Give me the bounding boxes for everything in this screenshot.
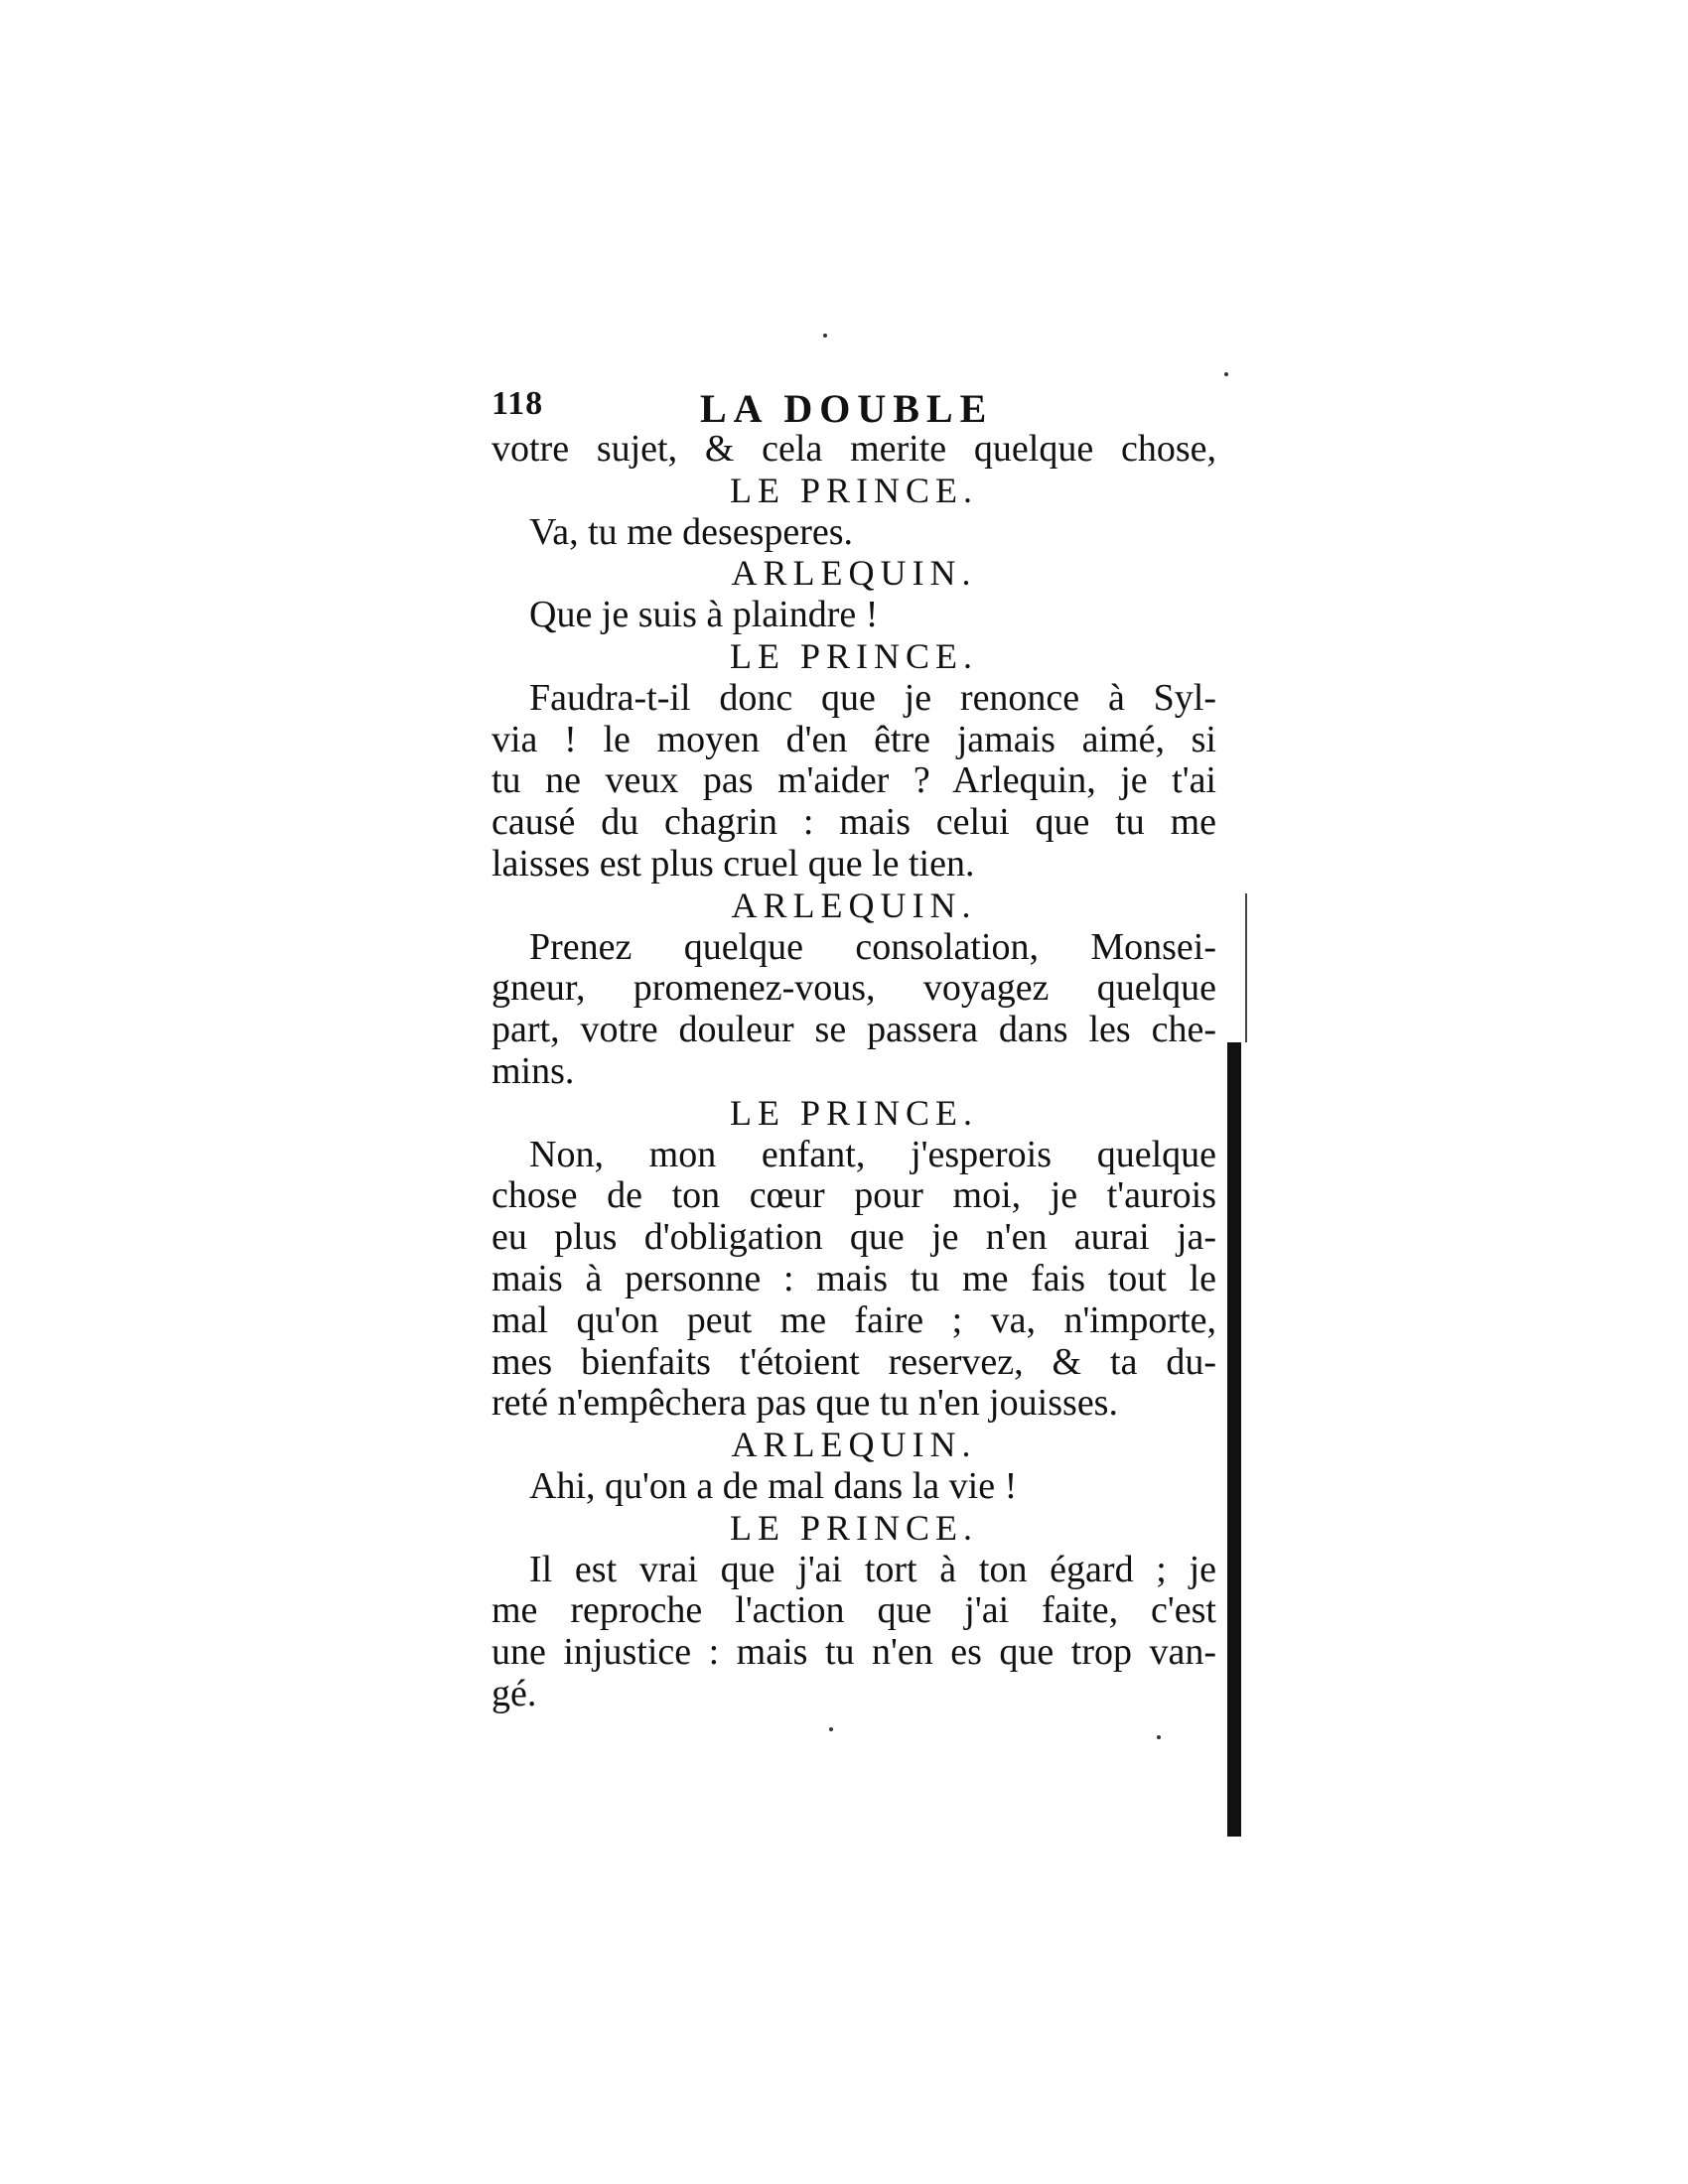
speaker-name: LE PRINCE. — [729, 1092, 978, 1133]
page-number: 118 — [492, 385, 544, 422]
speaker-name: ARLEQUIN. — [731, 553, 977, 594]
dialogue-line: laisses est plus cruel que le tien. — [492, 842, 975, 885]
dialogue-line: Que je suis à plaindre ! — [529, 594, 879, 636]
binding-edge-shadow — [1227, 1042, 1241, 1837]
dialogue-line: mes bienfaits t'étoient reservez, & ta du- — [492, 1340, 1216, 1383]
dialogue-line: Prenez quelque consolation, Monsei- — [529, 925, 1216, 968]
speech — [492, 553, 1216, 636]
speaker-name: LE PRINCE. — [729, 635, 978, 676]
dialogue-line: Il est vrai que j'ai tort à ton égard ; je — [529, 1548, 1216, 1590]
speech — [492, 1093, 1216, 1425]
dialogue — [492, 471, 1216, 1715]
page-header — [492, 385, 1216, 429]
speaker-name: LE PRINCE. — [729, 1507, 978, 1548]
dialogue-line: part, votre douleur se passera dans les che- — [492, 1009, 1216, 1051]
dialogue-line: Non, mon enfant, j'esperois quelque — [529, 1133, 1216, 1175]
dialogue-line: tu ne veux pas m'aider ? Arlequin, je t'ai — [492, 759, 1216, 802]
speaker-name: ARLEQUIN. — [731, 885, 977, 925]
speech — [492, 1425, 1216, 1508]
ink-speck — [829, 1727, 833, 1731]
speaker-name: ARLEQUIN. — [731, 1425, 977, 1465]
dialogue-line: via ! le moyen d'en être jamais aimé, si — [492, 718, 1216, 760]
text-block — [492, 385, 1216, 1715]
speech — [492, 886, 1216, 1093]
speech — [492, 636, 1216, 886]
margin-rule — [1245, 893, 1247, 1042]
dialogue-line: Va, tu me desesperes. — [529, 510, 854, 553]
speech — [492, 1508, 1216, 1715]
dialogue-line: une injustice : mais tu n'en es que trop van- — [492, 1631, 1216, 1674]
ink-speck — [1224, 372, 1228, 376]
dialogue-line: chose de ton cœur pour moi, je t'aurois — [492, 1174, 1216, 1217]
dialogue-line: mais à personne : mais tu me fais tout le — [492, 1257, 1216, 1299]
dialogue-line: Ahi, qu'on a de mal dans la vie ! — [529, 1464, 1018, 1507]
continuation-line: votre sujet, & cela merite quelque chose, — [492, 428, 1216, 470]
ink-speck — [1157, 1735, 1161, 1739]
dialogue-line: reté n'empêchera pas que tu n'en jouisses. — [492, 1382, 1118, 1425]
dialogue-line: me reproche l'action que j'ai faite, c'est — [492, 1589, 1216, 1632]
dialogue-line: gneur, promenez-vous, voyagez quelque — [492, 967, 1216, 1010]
speech — [492, 471, 1216, 554]
dialogue-line: Faudra-t-il donc que je renonce à Syl- — [529, 676, 1216, 719]
dialogue-line: mal qu'on peut me faire ; va, n'importe, — [492, 1298, 1216, 1341]
speaker-name: LE PRINCE. — [729, 470, 978, 510]
dialogue-line: eu plus d'obligation que je n'en aurai ja- — [492, 1216, 1216, 1259]
running-head: LA DOUBLE — [700, 386, 994, 431]
dialogue-line: mins. — [492, 1049, 575, 1092]
dialogue-line: gé. — [492, 1672, 537, 1714]
dialogue-line: causé du chagrin : mais celui que tu me — [492, 801, 1216, 844]
ink-speck — [823, 334, 827, 338]
